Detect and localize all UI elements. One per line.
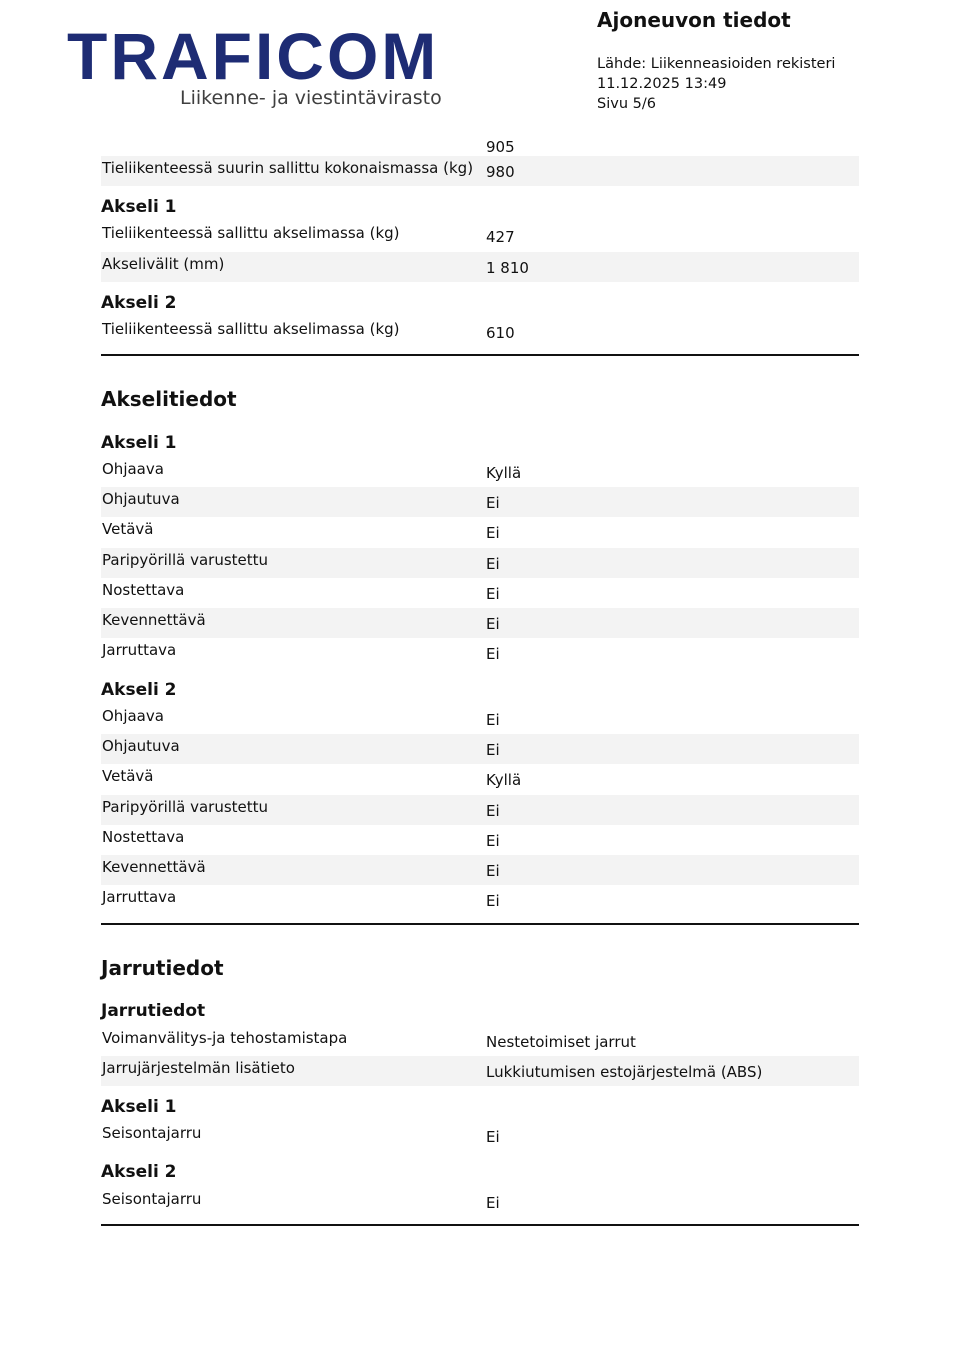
brake-subheading: Jarrutiedot [101,1001,206,1021]
table-row [101,1056,859,1086]
logo-wordmark: TRAFICOM [67,19,440,93]
row-value: Ei [486,802,500,820]
table-row [101,855,859,885]
row-value: Nestetoimiset jarrut [486,1033,636,1051]
table-row [101,734,859,764]
row-label: Kevennettävä [102,611,206,629]
row-label: Ohjautuva [102,490,180,508]
row-label: Kevennettävä [102,858,206,876]
row-value: Ei [486,741,500,759]
row-value: Lukkiutumisen estojärjestelmä (ABS) [486,1063,763,1081]
row-value: Ei [486,1194,500,1212]
row-label: Tieliikenteessä sallittu akselimassa (kg) [102,224,400,242]
row-value: 610 [486,324,515,342]
brake-info-title: Jarrutiedot [101,956,224,980]
table-row [101,1187,859,1217]
row-value: Ei [486,1128,500,1146]
row-value: Ei [486,645,500,663]
row-value: 980 [486,163,515,181]
page-number: Sivu 5/6 [597,96,656,112]
table-row [101,457,859,487]
row-label: Paripyörillä varustettu [102,798,269,816]
row-value: 427 [486,228,515,246]
table-row [101,704,859,734]
axle-2-heading: Akseli 2 [101,680,177,700]
row-label: Vetävä [102,520,154,538]
row-value: Ei [486,711,500,729]
axle-info-title: Akselitiedot [101,387,237,411]
row-label: Ohjaava [102,707,164,725]
row-value: Ei [486,615,500,633]
table-row [101,578,859,608]
datetime-line: 11.12.2025 13:49 [597,76,727,92]
logo-subtitle: Liikenne- ja viestintävirasto [180,87,442,109]
table-row [101,252,859,282]
row-label: Paripyörillä varustettu [102,551,269,569]
axle-1-heading: Akseli 1 [101,433,177,453]
row-value: Kyllä [486,771,522,789]
document-header [597,8,927,114]
section-divider [101,354,859,356]
carry-mass-value: 905 [486,138,515,156]
axle-1-heading: Akseli 1 [101,1097,177,1117]
row-label: Ohjautuva [102,737,180,755]
table-row [101,1121,859,1151]
section-divider [101,923,859,925]
row-label: Akselivälit (mm) [102,255,225,273]
table-row [101,608,859,638]
table-row [101,221,859,251]
row-label: Tieliikenteessä sallittu akselimassa (kg) [102,320,400,338]
table-row [101,885,859,915]
row-value: 1 810 [486,259,529,277]
table-row [101,638,859,668]
row-label: Nostettava [102,581,185,599]
row-label: Vetävä [102,767,154,785]
document-title: Ajoneuvon tiedot [597,8,791,32]
table-row [101,1026,859,1056]
row-value: Ei [486,524,500,542]
table-row [101,487,859,517]
row-label: Jarruttava [102,888,177,906]
axle-2-heading: Akseli 2 [101,293,177,313]
row-label: Seisontajarru [102,1124,202,1142]
table-row [101,795,859,825]
row-value: Ei [486,555,500,573]
axle-1-heading: Akseli 1 [101,197,177,217]
row-label: Jarruttava [102,641,177,659]
section-divider [101,1224,859,1226]
row-label: Jarrujärjestelmän lisätieto [102,1059,295,1077]
row-value: Ei [486,832,500,850]
axle-2-heading: Akseli 2 [101,1162,177,1182]
row-value: Ei [486,892,500,910]
table-row [101,548,859,578]
table-row [101,825,859,855]
row-label: Ohjaava [102,460,164,478]
row-label: Seisontajarru [102,1190,202,1208]
source-line: Lähde: Liikenneasioiden rekisteri [597,56,836,72]
row-label: Tieliikenteessä suurin sallittu kokonaismassa (kg) [102,159,474,177]
row-label: Voimanvälitys-ja tehostamistapa [102,1029,348,1047]
row-value: Ei [486,585,500,603]
row-value: Ei [486,494,500,512]
row-label: Nostettava [102,828,185,846]
table-row [101,764,859,794]
row-value: Kyllä [486,464,522,482]
row-value: Ei [486,862,500,880]
table-row [101,156,859,186]
traficom-logo [67,19,442,111]
table-row [101,517,859,547]
table-row [101,317,859,347]
